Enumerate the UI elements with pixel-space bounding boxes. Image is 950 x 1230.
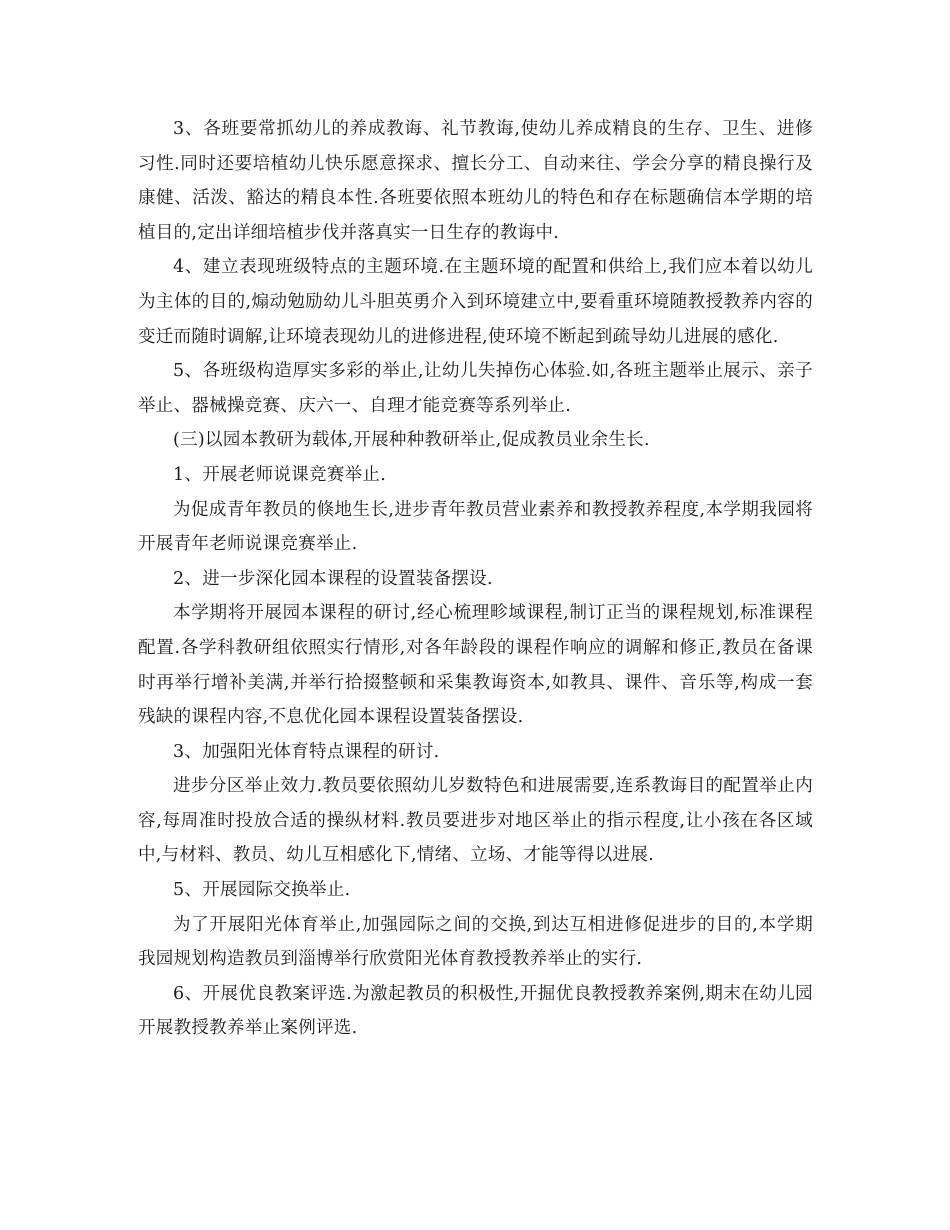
paragraph-item-3-sports-curriculum: 3、加强阳光体育特点课程的研讨. [173,741,440,762]
paragraph-curriculum-detail: 本学期将开展园本课程的研讨,经心梳理畛域课程,制订正当的课程规划,标准课程配置.各学科教研组依照实行情形,对各年龄段的课程作响应的调解和修正,教员在备课时再举行增补美满,并举行拾掇整顿和采集教诲资本,如教具、课件、音乐等,构成一套残缺的课程内容,不息优化园本课程设置装备摆设. [138,603,813,728]
paragraph-lecture-contest-detail: 为促成青年教员的倏地生长,进步青年教员营业素养和教授教养程度,本学期我园将开展青年老师说课竞赛举止. [138,499,813,555]
paragraph-item-3-habits: 3、各班要常抓幼儿的养成教诲、礼节教诲,使幼儿养成精良的生存、卫生、进修习性.同时还要培植幼儿快乐愿意探求、擅长分工、自动来往、学会分享的精良操行及康健、活泼、豁达的精良本性.各班要依照本班幼儿的特色和存在标题确信本学期的培植目的,定出详细培植步伐并落真实一日生存的教诲中. [138,119,813,243]
section-heading-teaching-research: (三)以园本教研为载体,开展种种教研举止,促成教员业余生长. [173,430,650,451]
document-body [138,112,813,1046]
paragraph-item-6-lesson-plan: 6、开展优良教案评选.为激起教员的积极性,开掘优良教授教养案例,期末在幼儿园开展教授教养举止案例评选. [138,983,813,1039]
paragraph-exchange-detail: 为了开展阳光体育举止,加强园际之间的交换,到达互相进修促进步的目的,本学期我园规划构造教员到淄博举行欣赏阳光体育教授教养举止的实行. [138,914,813,970]
paragraph-item-5-exchange: 5、开展园际交换举止. [173,880,351,901]
paragraph-item-1-lecture-contest: 1、开展老师说课竞赛举止. [173,464,387,485]
paragraph-item-4-environment: 4、建立表现班级特点的主题环境.在主题环境的配置和供给上,我们应本着以幼儿为主体的目的,煽动勉励幼儿斗胆英勇介入到环境建立中,要看重环境随教授教养内容的变迁而随时调解,让环境表现幼儿的进修进程,使环境不断起到疏导幼儿进展的感化. [138,257,813,347]
paragraph-item-2-curriculum: 2、进一步深化园本课程的设置装备摆设. [173,568,493,589]
paragraph-item-5-activities: 5、各班级构造厚实多彩的举止,让幼儿失掉伤心体验.如,各班主题举止展示、亲子举止、器械操竞赛、庆六一、自理才能竞赛等系列举止. [138,361,813,416]
paragraph-sports-curriculum-detail: 进步分区举止效力.教员要依照幼儿岁数特色和进展需要,连系教诲目的配置举止内容,每周准时投放合适的操纵材料.教员要进步对地区举止的指示程度,让小孩在各区域中,与材料、教员、幼儿互相感化下,情绪、立场、才能等得以进展. [138,776,813,866]
